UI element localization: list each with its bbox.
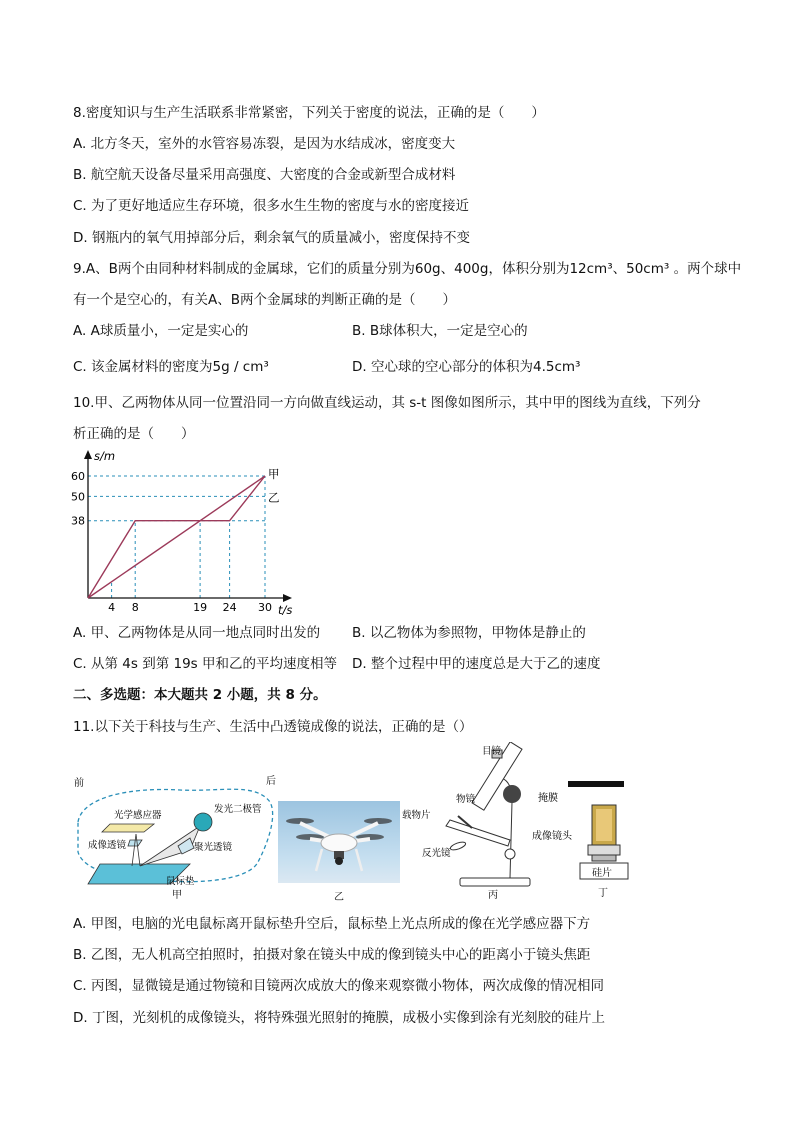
drone-icon: [278, 801, 400, 883]
label-lens: 成像镜头: [532, 831, 572, 842]
q9-option-b: B. B球体积大，一定是空心的: [352, 323, 528, 339]
label-back: 后: [266, 776, 276, 787]
label-mirror: 反光镜: [422, 848, 451, 859]
label-front: 前: [74, 778, 84, 789]
section-heading: 二、多选题：本大题共 2 小题，共 8 分。: [73, 687, 327, 703]
q9-option-d: D. 空心球的空心部分的体积为4.5cm³: [352, 359, 581, 375]
x-tick-label-8: 8: [131, 601, 139, 614]
series-label-2: 乙: [268, 490, 280, 505]
q11-option-c: C. 丙图，显微镜是通过物镜和目镜两次成放大的像来观察微小物体，两次成像的情况相同: [73, 978, 605, 994]
q11-option-d: D. 丁图，光刻机的成像镜头，将特殊强光照射的掩膜，成极小实像到涂有光刻胶的硅片上: [73, 1010, 605, 1026]
series-label-1: 甲: [268, 467, 280, 481]
label-eyepiece: 目镜: [482, 746, 502, 757]
caption-jia: 甲: [172, 890, 182, 900]
caption-bing: 丙: [488, 890, 498, 900]
x-tick-label-24: 24: [222, 601, 237, 614]
label-slide: 载物片: [402, 810, 431, 821]
q8-option-a: A. 北方冬天，室外的水管容易冻裂，是因为水结成冰，密度变大: [73, 136, 456, 152]
figure-ding-lithography: [530, 775, 640, 900]
optical-sensor: [102, 824, 154, 832]
series-line-1: [88, 476, 265, 598]
x-tick-label-30: 30: [258, 601, 272, 614]
st-chart: [70, 446, 300, 618]
q9-option-a: A. A球质量小，一定是实心的: [73, 323, 249, 339]
q9-stem-line1: 9.A、B两个由同种材料制成的金属球，它们的质量分别为60g、400g，体积分别为12cm³、50cm³ 。两个球中: [73, 261, 742, 277]
y-axis-label: s/m: [94, 449, 116, 463]
led: [194, 813, 212, 831]
label-mask: 掩膜: [538, 793, 558, 804]
label-condenser: 聚光透镜: [194, 842, 233, 853]
q11-option-b: B. 乙图，无人机高空拍照时，拍摄对象在镜头中成的像到镜头中心的距离小于镜头焦距: [73, 947, 591, 963]
q10-option-a: A. 甲、乙两物体是从同一地点同时出发的: [73, 625, 321, 641]
x-axis-label: t/s: [278, 603, 293, 617]
q10-option-d: D. 整个过程中甲的速度总是大于乙的速度: [352, 656, 601, 672]
figure-bing-microscope: [400, 742, 540, 900]
label-sensor: 光学感应器: [114, 810, 162, 821]
caption-ding: 丁: [598, 888, 608, 899]
label-objective: 物镜: [456, 794, 476, 805]
q10-option-c: C. 从第 4s 到第 19s 甲和乙的平均速度相等: [73, 656, 338, 672]
x-tick-label-19: 19: [193, 601, 208, 614]
q10-stem-line1: 10.甲、乙两物体从同一位置沿同一方向做直线运动，其 s-t 图像如图所示，其中甲的图线为直线，下列分: [73, 395, 701, 411]
figure-jia-mouse: [70, 772, 280, 900]
q9-option-c: C. 该金属材料的密度为5g / cm³: [73, 359, 269, 375]
x-axis-arrow: [283, 594, 292, 602]
x-tick-label-4: 4: [108, 601, 116, 614]
q11-option-a: A. 甲图，电脑的光电鼠标离开鼠标垫升空后，鼠标垫上光点所成的像在光学感应器下方: [73, 916, 591, 932]
label-led: 发光二极管: [214, 804, 262, 815]
q8-stem: 8.密度知识与生产生活联系非常紧密，下列关于密度的说法，正确的是（ ）: [73, 105, 545, 121]
label-pad: 鼠标垫: [166, 876, 195, 887]
label-imaging-lens: 成像透镜: [88, 840, 127, 851]
y-tick-label-38: 38: [71, 514, 85, 528]
caption-yi: 乙: [334, 892, 344, 903]
q8-option-c: C. 为了更好地适应生存环境，很多水生生物的密度与水的密度接近: [73, 198, 470, 214]
y-tick-label-60: 60: [71, 470, 85, 483]
y-tick-label-50: 50: [71, 490, 85, 504]
q11-stem: 11.以下关于科技与生产、生活中凸透镜成像的说法，正确的是（）: [73, 719, 473, 735]
q8-option-d: D. 钢瓶内的氧气用掉部分后，剩余氧气的质量减小，密度保持不变: [73, 230, 470, 246]
q9-stem-line2: 有一个是空心的，有关A、B两个金属球的判断正确的是（ ）: [73, 292, 456, 308]
q8-option-b: B. 航空航天设备尽量采用高强度、大密度的合金或新型合成材料: [73, 167, 456, 183]
q10-option-b: B. 以乙物体为参照物，甲物体是静止的: [352, 625, 586, 641]
y-axis-arrow: [84, 450, 92, 459]
figure-yi-drone: [278, 801, 400, 883]
q10-stem-line2: 析正确的是（ ）: [73, 426, 195, 442]
label-wafer: 硅片: [592, 868, 612, 879]
mask-bar: [568, 781, 624, 787]
